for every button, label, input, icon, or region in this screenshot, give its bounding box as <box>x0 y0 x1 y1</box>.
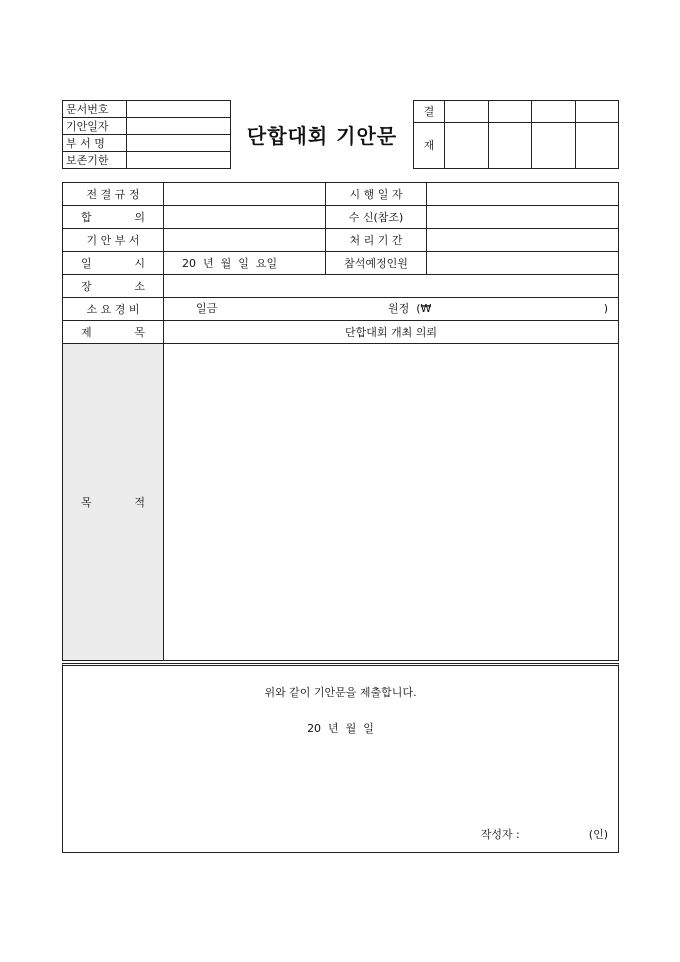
subject-label-a: 제 <box>81 325 92 339</box>
consult-label-b: 의 <box>134 210 145 224</box>
approval-label-bottom: 재 <box>414 123 445 169</box>
datetime-label-a: 일 <box>81 256 92 270</box>
place-label <box>63 275 164 298</box>
purpose-label-b: 적 <box>134 495 145 509</box>
main-form-table <box>62 182 619 661</box>
purpose-label <box>63 344 164 661</box>
draft-date-field[interactable] <box>127 118 231 135</box>
consult-label <box>63 206 164 229</box>
draft-date-label: 기안일자 <box>63 118 127 135</box>
department-label: 부 서 명 <box>63 135 127 152</box>
place-label-b: 소 <box>134 279 145 293</box>
cost-label: 소 요 경 비 <box>63 298 164 321</box>
cost-close: ) <box>603 302 608 315</box>
department-field[interactable] <box>127 135 231 152</box>
page-title: 단합대회 기안문 <box>246 124 398 148</box>
purpose-field[interactable] <box>164 344 619 661</box>
subject-label-b: 목 <box>134 325 145 339</box>
subject-field[interactable]: 단합대회 개최 의뢰 <box>164 321 619 344</box>
retention-label: 보존기한 <box>63 152 127 169</box>
cost-won: 원정 (₩ <box>388 302 432 315</box>
approval-header-cell[interactable] <box>575 101 619 123</box>
recipient-field[interactable] <box>427 206 619 229</box>
approval-sign-cell[interactable] <box>575 123 619 169</box>
approval-header-cell[interactable] <box>445 101 489 123</box>
recipient-label: 수 신(참조) <box>326 206 427 229</box>
author-line <box>481 826 608 842</box>
attendees-label: 참석예정인원 <box>326 252 427 275</box>
submission-date[interactable]: 20 년 월 일 <box>307 722 374 735</box>
author-label: 작성자 : <box>480 828 520 841</box>
effective-date-field[interactable] <box>427 183 619 206</box>
cost-field[interactable] <box>164 298 619 321</box>
subject-label <box>63 321 164 344</box>
retention-field[interactable] <box>127 152 231 169</box>
draft-dept-label: 기 안 부 서 <box>63 229 164 252</box>
datetime-field[interactable]: 20 년 월 일 요일 <box>164 252 326 275</box>
processing-period-field[interactable] <box>427 229 619 252</box>
approval-header-cell[interactable] <box>532 101 576 123</box>
place-label-a: 장 <box>81 279 92 293</box>
document-meta-table <box>62 100 231 169</box>
approval-label-top: 결 <box>414 101 445 123</box>
approval-sign-cell[interactable] <box>532 123 576 169</box>
approval-header-cell[interactable] <box>488 101 532 123</box>
effective-date-label: 시 행 일 자 <box>326 183 427 206</box>
decision-rule-label: 전 결 규 정 <box>63 183 164 206</box>
purpose-label-a: 목 <box>81 495 92 509</box>
seal-mark: (인) <box>588 828 608 841</box>
datetime-label-b: 시 <box>134 256 145 270</box>
submission-box <box>62 663 619 853</box>
doc-number-label: 문서번호 <box>63 101 127 118</box>
doc-number-field[interactable] <box>127 101 231 118</box>
approval-table <box>413 100 619 169</box>
place-field[interactable] <box>164 275 619 298</box>
submission-message: 위와 같이 기안문을 제출합니다. <box>264 686 417 699</box>
datetime-label <box>63 252 164 275</box>
approval-sign-cell[interactable] <box>488 123 532 169</box>
consult-field[interactable] <box>164 206 326 229</box>
draft-dept-field[interactable] <box>164 229 326 252</box>
attendees-field[interactable] <box>427 252 619 275</box>
decision-rule-field[interactable] <box>164 183 326 206</box>
approval-sign-cell[interactable] <box>445 123 489 169</box>
cost-prefix: 일금 <box>196 302 218 315</box>
consult-label-a: 합 <box>81 210 92 224</box>
processing-period-label: 처 리 기 간 <box>326 229 427 252</box>
